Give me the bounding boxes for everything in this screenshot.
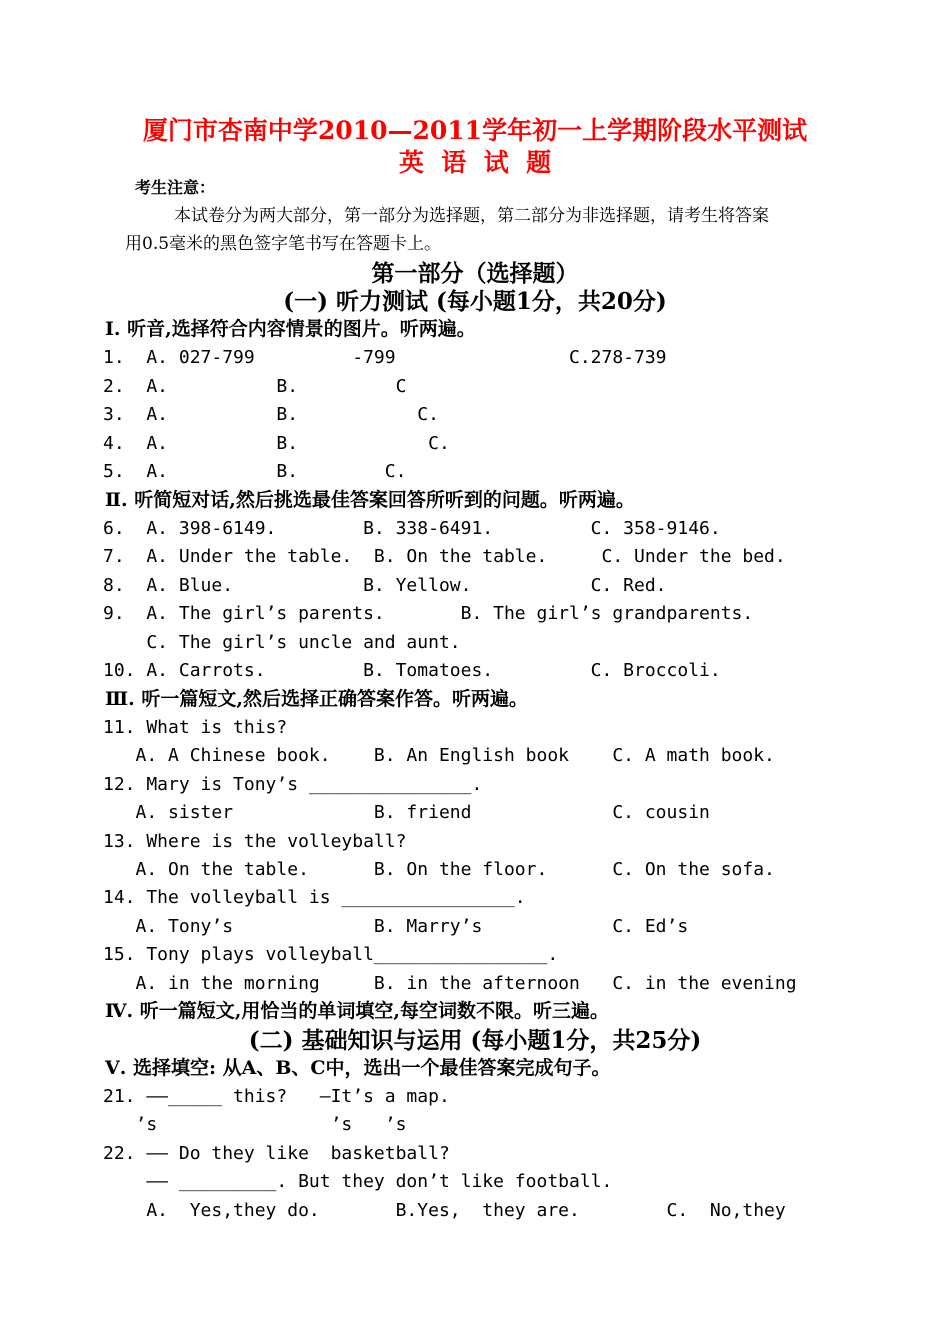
question-line: 15. Tony plays volleyball________________. [103, 944, 559, 965]
notice-line-1: 本试卷分为两大部分，第一部分为选择题，第二部分为非选择题，请考生将答案 [174, 206, 769, 226]
question-line: A. in the morning B. in the afternoon C. in the evening [103, 973, 797, 994]
section1-title: (一) 听力测试 (每小题1分，共20分) [283, 288, 667, 315]
notice-heading: 考生注意： [135, 178, 216, 197]
section-IV-heading: Ⅳ. 听一篇短文,用恰当的单词填空,每空词数不限。听三遍。 [105, 1000, 610, 1022]
section-I-heading: Ⅰ. 听音,选择符合内容情景的图片。听两遍。 [105, 318, 476, 340]
question-line: 11. What is this? [103, 717, 288, 738]
question-line: ’s ’s ’s [103, 1114, 407, 1135]
question-line: 6. A. 398-6149. B. 338-6491. C. 358-9146. [103, 518, 721, 539]
notice-line-2: 用0.5毫米的黑色签字笔书写在答题卡上。 [125, 234, 442, 254]
section-II-heading: Ⅱ. 听简短对话,然后挑选最佳答案回答所听到的问题。听两遍。 [105, 489, 635, 511]
question-line: 12. Mary is Tony’s _______________. [103, 774, 483, 795]
question-line: 10. A. Carrots. B. Tomatoes. C. Broccoli. [103, 660, 721, 681]
question-line: 14. The volleyball is ________________. [103, 887, 526, 908]
question-line: 21. ——_____ this? —It’s a map. [103, 1086, 450, 1107]
question-line: A. Tony’s B. Marry’s C. Ed’s [103, 916, 689, 937]
exam-title: 厦门市杏南中学2010—2011学年初一上学期阶段水平测试 [142, 116, 808, 145]
question-line: 8. A. Blue. B. Yellow. C. Red. [103, 575, 667, 596]
section-III-heading: Ⅲ. 听一篇短文,然后选择正确答案作答。听两遍。 [105, 688, 528, 710]
question-line: 13. Where is the volleyball? [103, 831, 407, 852]
question-line: —— _________. But they don’t like football. [103, 1171, 613, 1192]
question-line: A. A Chinese book. B. An English book C. A math book. [103, 745, 775, 766]
question-line: C. The girl’s uncle and aunt. [103, 632, 461, 653]
section-V-heading: Ⅴ. 选择填空: 从A、B、C中，选出一个最佳答案完成句子。 [105, 1057, 611, 1079]
question-line: A. sister B. friend C. cousin [103, 802, 710, 823]
exam-subtitle: 英 语 试 题 [398, 148, 552, 177]
question-line: A. On the table. B. On the floor. C. On the sofa. [103, 859, 775, 880]
question-line: 1. A. 027-799 -799 C.278-739 [103, 347, 667, 368]
question-line: 4. A. B. C. [103, 433, 450, 454]
question-line: 3. A. B. C. [103, 404, 439, 425]
question-line: A. Yes,they do. B.Yes, they are. C. No,they [103, 1200, 786, 1221]
question-line: 7. A. Under the table. B. On the table. C. Under the bed. [103, 546, 786, 567]
question-line: 2. A. B. C [103, 376, 407, 397]
section2-title: (二) 基础知识与运用 (每小题1分，共25分) [248, 1027, 702, 1054]
question-line: 9. A. The girl’s parents. B. The girl’s grandparents. [103, 603, 754, 624]
question-line: 22. —— Do they like basketball? [103, 1143, 450, 1164]
part1-title: 第一部分（选择题） [371, 260, 579, 287]
question-line: 5. A. B. C. [103, 461, 407, 482]
